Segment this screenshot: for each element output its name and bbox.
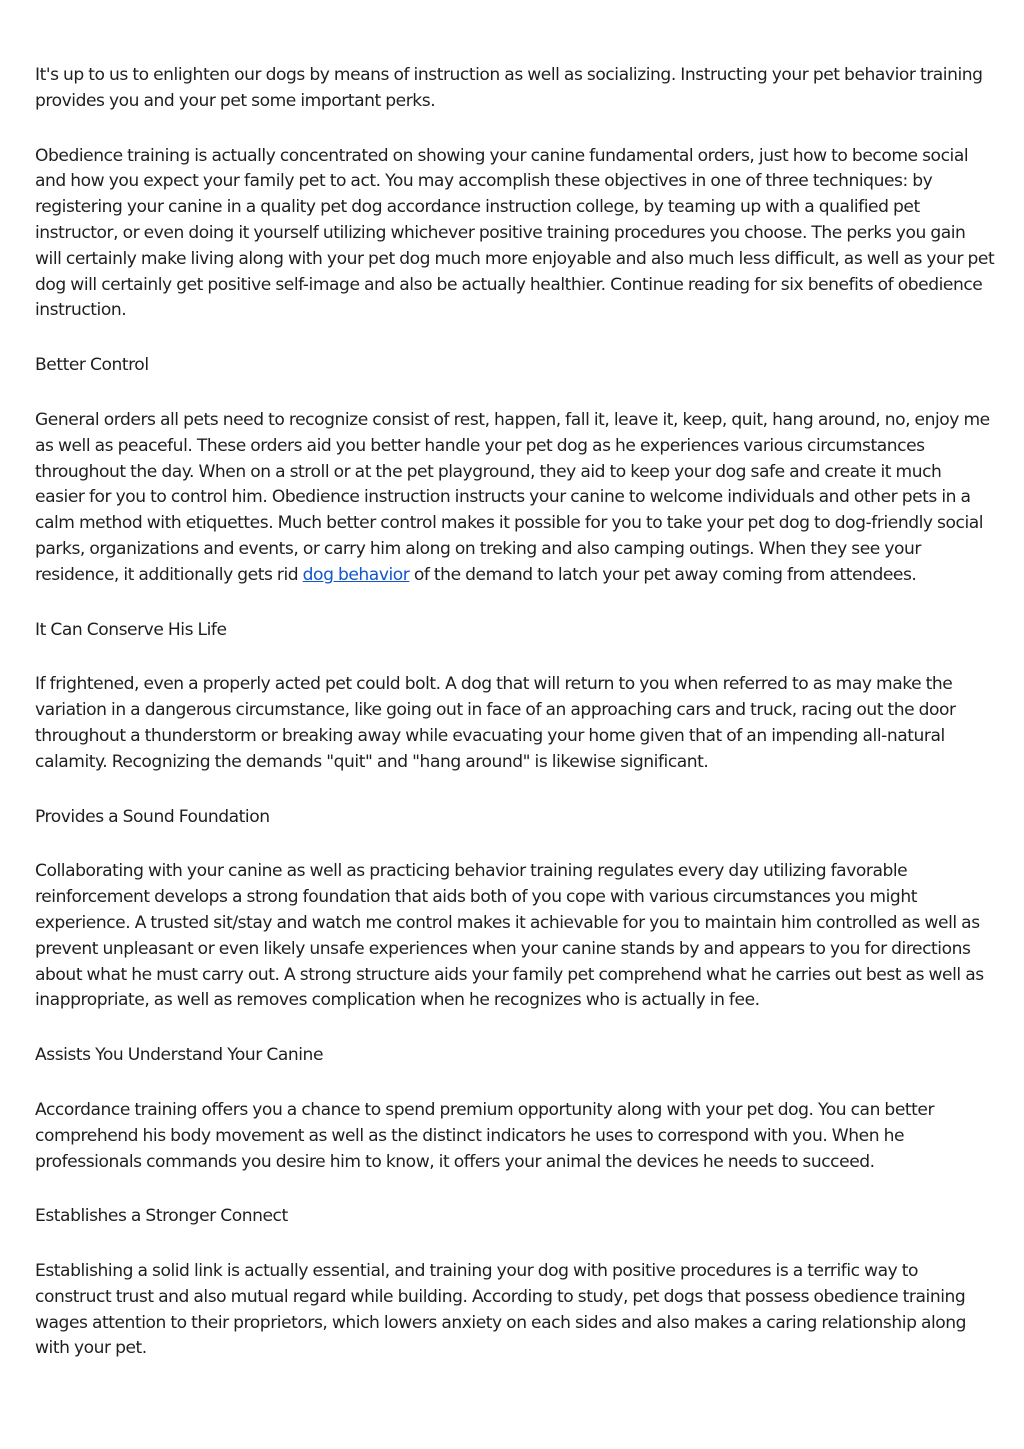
document-page [35, 63, 995, 1391]
section-heading-stronger-connect: Establishes a Stronger Connect [35, 1206, 288, 1227]
section-heading-conserve-life: It Can Conserve His Life [35, 619, 227, 640]
intro-paragraph: It's up to us to enlighten our dogs by means of instruction as well as socializing. Instructing your pet behavior training provides you and your pet some important perks. [35, 65, 983, 111]
better-control-paragraph [35, 408, 995, 589]
section-heading-better-control: Better Control [35, 355, 149, 376]
overview-paragraph: Obedience training is actually concentrated on showing your canine fundamental orders, just how to become social and how you expect your family pet to act. You may accomplish these objectives in one of three techniques: by registering your canine in a quality pet dog accordance instruction college, by teaming up with a qualified pet instructor, or even doing it yourself utilizing whichever positive training procedures you choose. The perks you gain will certainly make living along with your pet dog much more enjoyable and also much less difficult, as well as your pet dog will certainly get positive self-image and also be actually healthier. Continue reading for six benefits of obedience instruction. [35, 145, 995, 321]
sound-foundation-paragraph: Collaborating with your canine as well as practicing behavior training regulates every day utilizing favorable reinforcement develops a strong foundation that aids both of you cope with various circumstances you might experience. A trusted sit/stay and watch me control makes it achievable for you to maintain him controlled as well as prevent unpleasant or even likely unsafe experiences when your canine stands by and appears to you for directions about what he must carry out. A strong structure aids your family pet comprehend what he carries out best as well as inappropriate, as well as removes complication when he recognizes who is actually in fee. [35, 861, 984, 1011]
stronger-connect-paragraph: Establishing a solid link is actually essential, and training your dog with positive procedures is a terrific way to construct trust and also mutual regard while building. According to study, pet dogs that possess obedience training wages attention to their proprietors, which lowers anxiety on each sides and also makes a caring relationship along with your pet. [35, 1261, 967, 1359]
better-control-text-start: General orders all pets need to recognize consist of rest, happen, fall it, leave it, keep, quit, hang around, no, enjoy me as well as peaceful. These orders aid you better handle your pet dog as he experiences various circumstances throughout the day. When on a stroll or at the pet playground, they aid to keep your dog safe and create it much easier for you to control him. Obedience instruction instructs your canine to welcome individuals and other pets in a calm method with etiquettes. Much better control makes it possible for you to take your pet dog to dog-friendly social parks, organizations and events, or carry him along on treking and also camping outings. When they see your residence, it additionally gets rid [35, 409, 990, 585]
section-heading-sound-foundation: Provides a Sound Foundation [35, 806, 270, 827]
better-control-text-end: of the demand to latch your pet away coming from attendees. [409, 564, 917, 585]
section-heading-understand-canine: Assists You Understand Your Canine [35, 1045, 324, 1066]
conserve-life-paragraph: If frightened, even a properly acted pet could bolt. A dog that will return to you when referred to as may make the variation in a dangerous circumstance, like going out in face of an approaching cars and truck, racing out the door throughout a thunderstorm or breaking away while evacuating your home given that of an impending all-natural calamity. Recognizing the demands "quit" and "hang around" is likewise significant. [35, 674, 956, 772]
understand-canine-paragraph: Accordance training offers you a chance to spend premium opportunity along with your pet dog. You can better comprehend his body movement as well as the distinct indicators he uses to correspond with you. When he professionals commands you desire him to know, it offers your animal the devices he needs to succeed. [35, 1099, 935, 1172]
dog-behavior-link[interactable]: dog behavior [302, 564, 410, 585]
